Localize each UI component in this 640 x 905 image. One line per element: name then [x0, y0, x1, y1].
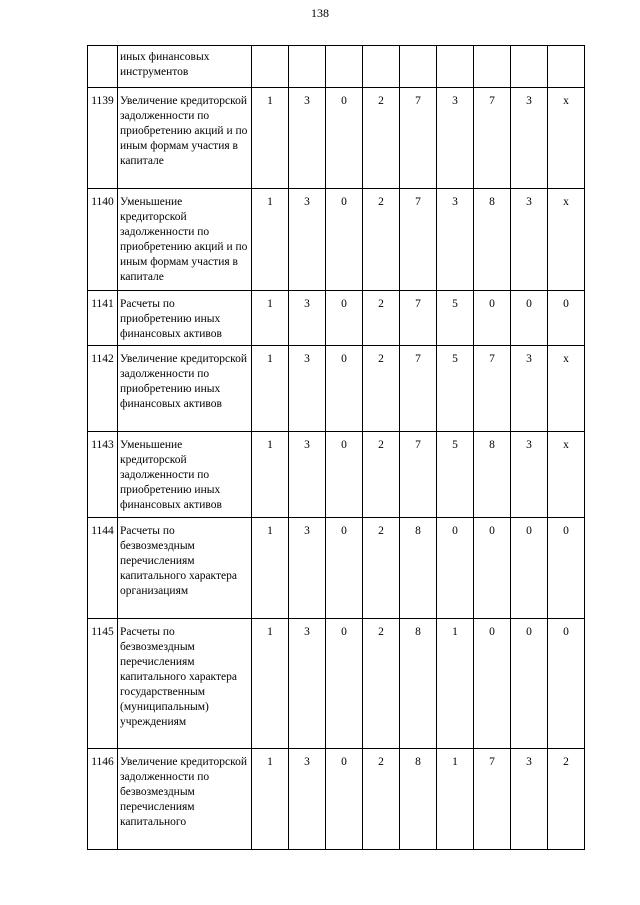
code-cell: 1 [252, 346, 289, 432]
code-cell: 2 [363, 346, 400, 432]
row-number: 1144 [88, 518, 118, 619]
code-cell: 3 [511, 749, 548, 850]
code-cell: 2 [363, 88, 400, 189]
code-cell: 3 [289, 432, 326, 518]
code-cell: 0 [326, 619, 363, 749]
code-cell: 3 [511, 189, 548, 291]
code-cell: 5 [437, 346, 474, 432]
code-cell: 8 [474, 432, 511, 518]
row-description: Расчеты по безвозмездным перечислениям капитального характера организациям [118, 518, 252, 619]
code-cell: 1 [437, 749, 474, 850]
code-cell: 2 [363, 619, 400, 749]
code-cell: 2 [363, 432, 400, 518]
code-cell: х [548, 189, 585, 291]
code-cell: 0 [548, 291, 585, 346]
code-cell: 1 [252, 749, 289, 850]
row-number: 1140 [88, 189, 118, 291]
row-description: Увеличение кредиторской задолженности по приобретению акций и по иным формам участия в капитале [118, 88, 252, 189]
code-cell: 7 [400, 88, 437, 189]
code-cell: 8 [400, 749, 437, 850]
row-description: Увеличение кредиторской задолженности по приобретению иных финансовых активов [118, 346, 252, 432]
table-row [88, 88, 585, 189]
code-cell: 5 [437, 432, 474, 518]
code-cell: 5 [437, 291, 474, 346]
code-cell: 0 [326, 88, 363, 189]
row-number [88, 46, 118, 88]
code-cell: 0 [548, 619, 585, 749]
code-cell: 2 [363, 518, 400, 619]
code-cell [511, 46, 548, 88]
code-cell: 3 [289, 88, 326, 189]
table-row [88, 46, 585, 88]
row-description: Расчеты по приобретению иных финансовых активов [118, 291, 252, 346]
row-number: 1141 [88, 291, 118, 346]
code-cell: 0 [437, 518, 474, 619]
code-cell: 0 [326, 291, 363, 346]
code-cell: х [548, 88, 585, 189]
code-cell: 3 [289, 189, 326, 291]
code-cell: 3 [511, 432, 548, 518]
code-cell: 8 [400, 518, 437, 619]
code-cell: 3 [437, 88, 474, 189]
page-number: 138 [311, 6, 329, 20]
code-cell: 2 [363, 189, 400, 291]
table-row [88, 619, 585, 749]
code-cell: 2 [548, 749, 585, 850]
table-row [88, 189, 585, 291]
row-description: Уменьшение кредиторской задолженности по приобретению акций и по иным формам участия в капитале [118, 189, 252, 291]
code-cell: 8 [474, 189, 511, 291]
table-row [88, 346, 585, 432]
code-cell: 1 [437, 619, 474, 749]
code-cell: 3 [289, 346, 326, 432]
row-description: Уменьшение кредиторской задолженности по приобретению иных финансовых активов [118, 432, 252, 518]
code-cell: 0 [474, 619, 511, 749]
accounts-table [87, 45, 585, 850]
code-cell: 0 [326, 518, 363, 619]
row-description: иных финансовых инструментов [118, 46, 252, 88]
code-cell: 7 [474, 346, 511, 432]
code-cell: 3 [437, 189, 474, 291]
row-description: Расчеты по безвозмездным перечислениям капитального характера государственным (муниципальным) учреждениям [118, 619, 252, 749]
table-row [88, 749, 585, 850]
code-cell [289, 46, 326, 88]
code-cell: 7 [400, 346, 437, 432]
code-cell: 7 [400, 432, 437, 518]
code-cell: х [548, 432, 585, 518]
code-cell: х [548, 346, 585, 432]
code-cell: 7 [474, 88, 511, 189]
code-cell: 7 [400, 291, 437, 346]
code-cell [437, 46, 474, 88]
code-cell: 1 [252, 619, 289, 749]
row-number: 1146 [88, 749, 118, 850]
code-cell [326, 46, 363, 88]
table-row [88, 291, 585, 346]
code-cell: 1 [252, 432, 289, 518]
code-cell [548, 46, 585, 88]
code-cell: 0 [474, 518, 511, 619]
code-cell: 0 [511, 619, 548, 749]
row-number: 1142 [88, 346, 118, 432]
code-cell: 3 [511, 88, 548, 189]
row-number: 1143 [88, 432, 118, 518]
row-number: 1145 [88, 619, 118, 749]
code-cell: 2 [363, 291, 400, 346]
code-cell: 0 [326, 749, 363, 850]
code-cell: 1 [252, 518, 289, 619]
code-cell: 3 [289, 518, 326, 619]
code-cell: 7 [400, 189, 437, 291]
code-cell: 2 [363, 749, 400, 850]
code-cell: 0 [511, 518, 548, 619]
code-cell [252, 46, 289, 88]
code-cell: 0 [326, 189, 363, 291]
table-row [88, 432, 585, 518]
code-cell [400, 46, 437, 88]
code-cell: 0 [511, 291, 548, 346]
code-cell: 0 [326, 432, 363, 518]
code-cell: 1 [252, 189, 289, 291]
code-cell [474, 46, 511, 88]
code-cell: 3 [289, 291, 326, 346]
code-cell: 0 [474, 291, 511, 346]
code-cell: 0 [548, 518, 585, 619]
code-cell: 1 [252, 88, 289, 189]
code-cell [363, 46, 400, 88]
row-number: 1139 [88, 88, 118, 189]
code-cell: 8 [400, 619, 437, 749]
code-cell: 7 [474, 749, 511, 850]
code-cell: 0 [326, 346, 363, 432]
table-row [88, 518, 585, 619]
code-cell: 3 [511, 346, 548, 432]
code-cell: 3 [289, 619, 326, 749]
code-cell: 1 [252, 291, 289, 346]
row-description: Увеличение кредиторской задолженности по безвозмездным перечислениям капитального [118, 749, 252, 850]
code-cell: 3 [289, 749, 326, 850]
